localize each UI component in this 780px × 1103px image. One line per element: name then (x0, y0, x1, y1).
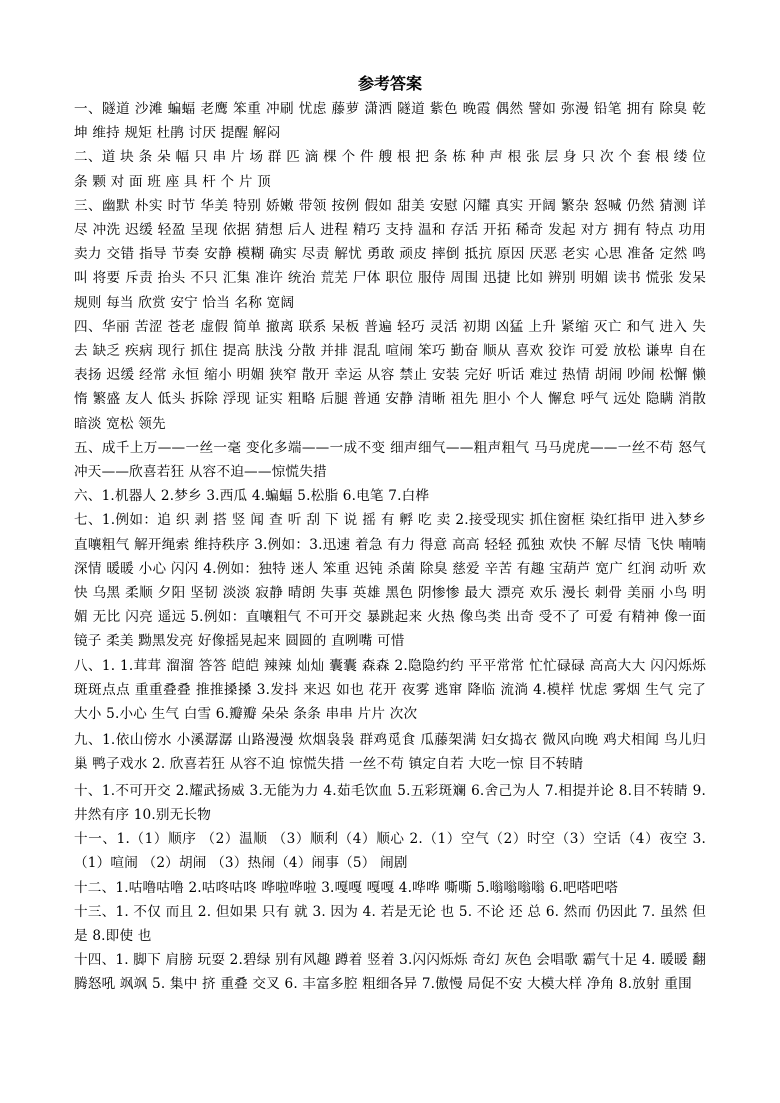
answer-section-6: 六、1.机器人 2.梦乡 3.西瓜 4.蝙蝠 5.松脂 6.电笔 7.白桦 (74, 488, 430, 505)
answer-section-2: 二、道 块 条 朵 幅 只 串 片 场 群 匹 滴 棵 个 件 艘 根 把 条 栋 种 声 根 张 层 身 只 次 个 套 根 缕 位 条 颗 对 面 班 座 具 杆 个 片 顶 (74, 149, 706, 190)
answer-section-7: 七、1.例如：追 织 剥 搭 竖 闻 查 听 刮 下 说 摇 有 孵 吃 卖 2.接受现实 抓住窗框 染红指甲 进入梦乡 直嚷粗气 解开绳索 维持秩序 3.例如：3.迅速 着急 有力 得意 高高 轻轻 孤独 欢快 不解 尽情 飞快 喃喃 深情 暖暖 小心 闪闪 4.例如：独特 迷人 笨重 迟钝 杀菌 除臭 慈爱 辛苦 有趣 宝葫芦 宽广 红润 动听 欢快 乌黑 柔顺 夕阳 坚韧 淡淡 寂静 晴朗 失事 英雄 黑色 阴惨惨 最大 漂亮 欢乐 漫长 刺骨 美丽 小鸟 明媚 无比 闪亮 遥远 5.例如：直嚷粗气 不可开交 暴跳起来 火热 像鸟类 出奇 受不了 可爱 有精神 像一面镜子 柔美 黝黑发亮 好像摇晃起来 圆圆的 直咧嘴 可惜 (74, 512, 706, 650)
answer-section-8: 八、1. 1.茸茸 溜溜 答答 皑皑 辣辣 灿灿 囊囊 森森 2.隐隐约约 平平常常 忙忙碌碌 高高大大 闪闪烁烁 斑斑点点 重重叠叠 推推搡搡 3.发抖 来迟 如也 花开 夜雾 逃窜 降临 流淌 4.模样 忧虑 雾烟 生气 完了 大小 5.小心 生气 白雪 6.瓣瓣 朵朵 条条 串串 片片 次次 (74, 657, 706, 723)
answer-section-10: 十、1.不可开交 2.耀武扬威 3.无能为力 4.茹毛饮血 5.五彩斑斓 6.舍己为人 7.相提并论 8.目不转睛 9.井然有序 10.别无长物 (74, 782, 706, 823)
answer-section-12: 十二、1.咕噜咕噜 2.咕咚咕咚 哗啦哗啦 3.嘎嘎 嘎嘎 4.哗哗 嘶嘶 5.嗡嗡嗡嗡 6.吧嗒吧嗒 (74, 879, 618, 896)
answer-section-4: 四、华丽 苦涩 苍老 虚假 简单 撤离 联系 呆板 普遍 轻巧 灵活 初期 凶猛 上升 紧缩 灭亡 和气 进入 失去 缺乏 疾病 现行 抓住 提高 肤浅 分散 并排 混乱 喧闹 笨巧 勤奋 顺从 喜欢 狡诈 可爱 放松 谦卑 自在 表扬 迟缓 经常 永恒 缩小 明媚 狭窄 散开 幸运 从容 禁止 安装 完好 听话 难过 热情 胡闹 吵闹 松懈 懒惰 繁盛 友人 低头 拆除 浮现 证实 粗略 后腿 普通 安静 清晰 祖先 胆小 个人 懈怠 呼气 远处 隐瞒 消散 暗淡 宽松 领先 (74, 318, 706, 432)
answer-section-1: 一、隧道 沙滩 蝙蝠 老鹰 笨重 冲刷 忧虑 藤萝 潇洒 隧道 紫色 晚霞 偶然 譬如 弥漫 铅笔 拥有 除臭 乾坤 维持 规矩 杜鹃 讨厌 提醒 解闷 (74, 101, 706, 142)
answer-section-9: 九、1.依山傍水 小溪潺潺 山路漫漫 炊烟袅袅 群鸡觅食 瓜藤架满 妇女捣衣 微风向晚 鸡犬相闻 鸟儿归巢 鸭子戏水 2. 欣喜若狂 从容不迫 惊慌失措 一丝不苟 镇定自若 大吃一惊 目不转睛 (74, 732, 706, 773)
answer-section-5: 五、成千上万——一丝一毫 变化多端——一成不变 细声细气——粗声粗气 马马虎虎——一丝不苟 怒气冲天——欣喜若狂 从容不迫——惊慌失措 (74, 439, 706, 481)
answer-section-11: 十一、1.（1）顺序 （2）温顺 （3）顺利（4）顺心 2.（1）空气（2）时空（3）空话（4）夜空 3.（1）喧闹 （2）胡闹 （3）热闹（4）闹事（5） 闹剧 (74, 831, 706, 872)
answer-section-14: 十四、1. 脚下 肩膀 玩耍 2.碧绿 别有风趣 蹲着 竖着 3.闪闪烁烁 奇幻 灰色 会唱歌 霸气十足 4. 暖暖 翻腾怒吼 飒飒 5. 集中 挤 重叠 交叉 6. 丰富多腔 粗细各异 7.傲慢 局促不安 大模大样 净角 8.放射 重围 (74, 952, 706, 993)
answer-section-13: 十三、1. 不仅 而且 2. 但如果 只有 就 3. 因为 4. 若是无论 也 5. 不论 还 总 6. 然而 仍因此 7. 虽然 但是 8.即使 也 (74, 903, 706, 944)
page-title: 参考答案 (357, 74, 422, 93)
answer-section-3: 三、幽默 朴实 时节 华美 特别 娇嫩 带领 按例 假如 甜美 安慰 闪耀 真实 开阔 繁杂 怒喊 仍然 猜测 详尽 冲洗 迟缓 轻盈 呈现 依据 猜想 后人 进程 精巧 支持 温和 存活 开拓 稀奇 发起 对方 拥有 特点 功用 卖力 交错 指导 节奏 安静 模糊 确实 尽责 解忧 勇敢 顽皮 摔倒 抵抗 原因 厌恶 老实 心思 准备 定然 鸣叫 将要 斥责 抬头 不只 汇集 准许 统治 荒芜 尸体 职位 服侍 周围 迅捷 比如 辨别 明媚 读书 慌张 发呆 规则 每当 欣赏 安宁 恰当 名称 宽阔 (74, 197, 706, 311)
answer-key-page (74, 72, 706, 997)
